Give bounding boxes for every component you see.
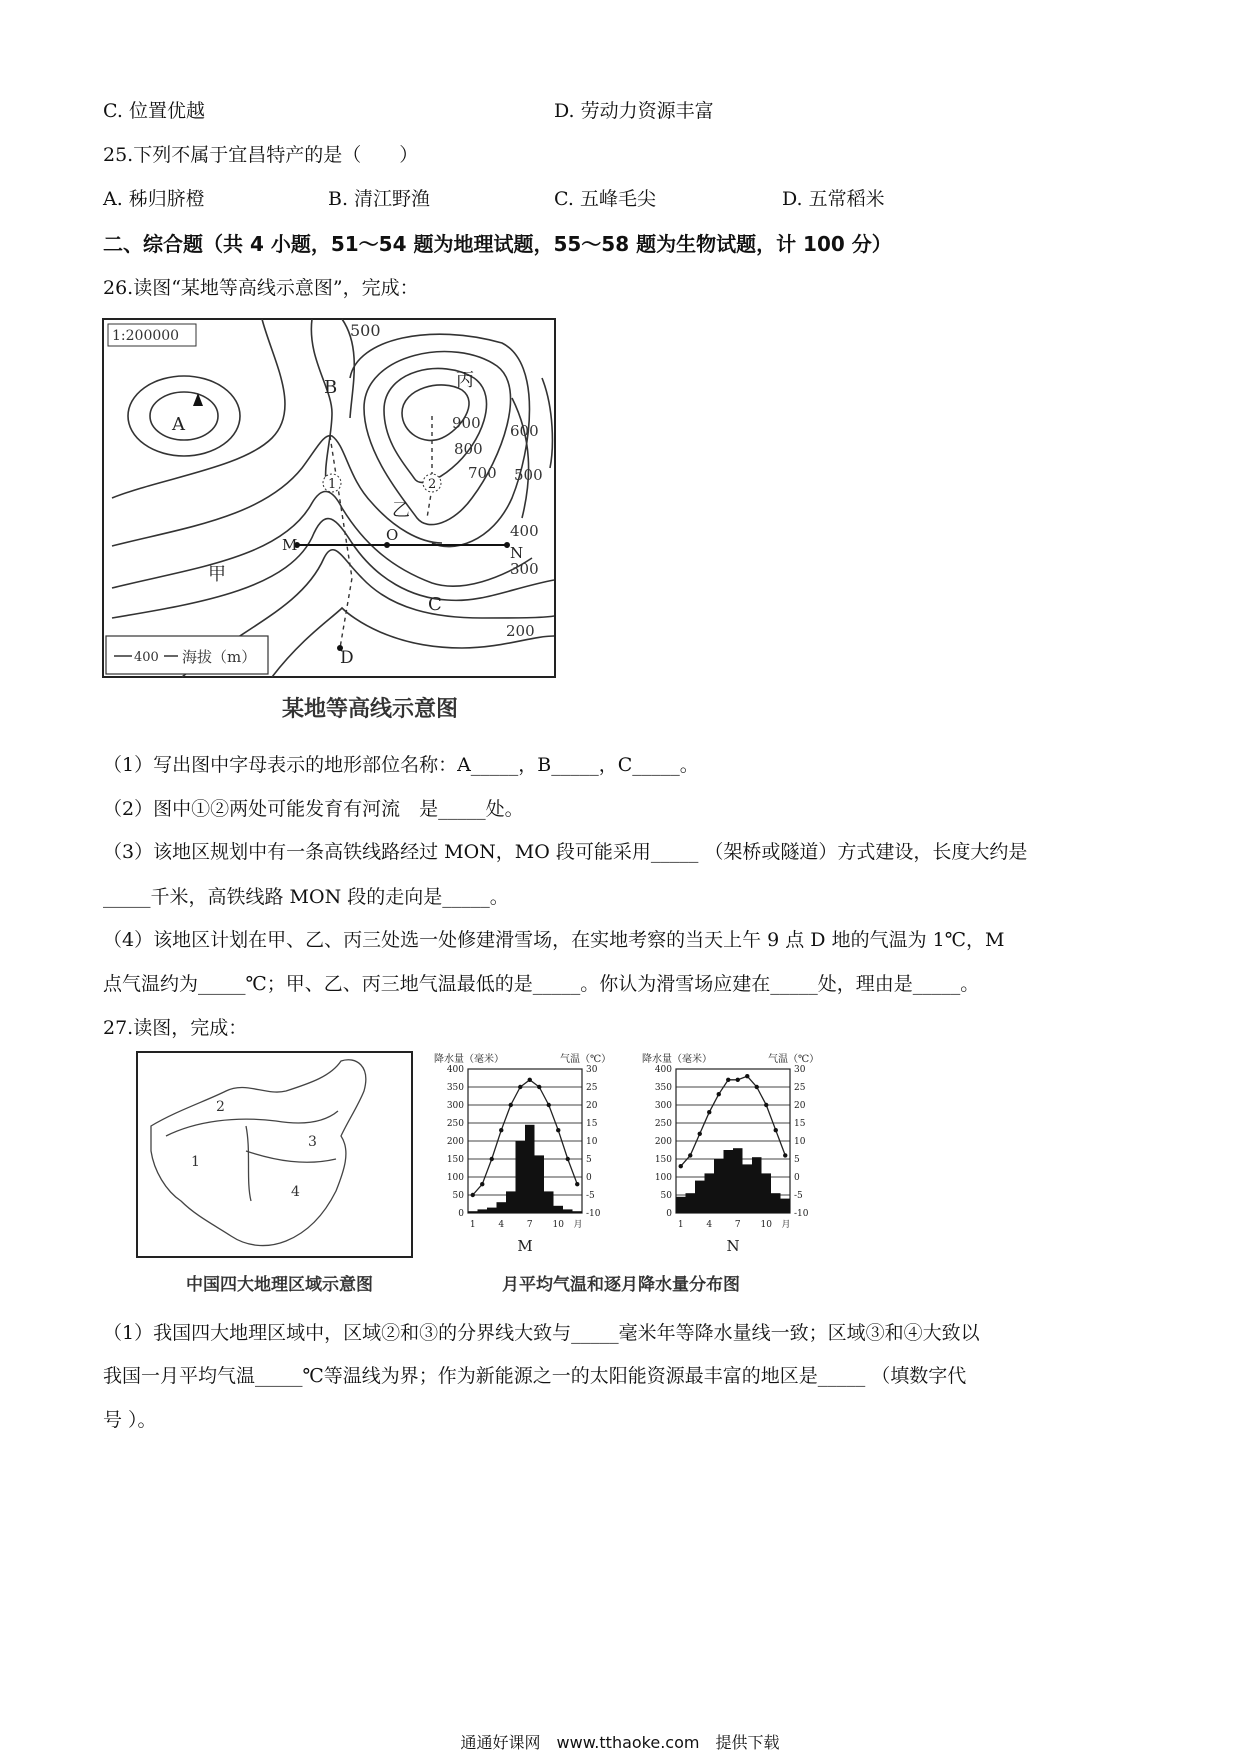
temperature-point — [736, 1078, 740, 1082]
china-regions-map — [136, 1051, 414, 1263]
temperature-point — [490, 1157, 494, 1161]
section-heading: 二、综合题（共 4 小题，51～54 题为地理试题，55～58 题为生物试题，计 100 分） — [103, 232, 892, 256]
map-region-label: 2 — [216, 1099, 225, 1115]
chart-m — [432, 1051, 617, 1295]
y2-tick-label: 0 — [586, 1173, 592, 1183]
precip-bar — [535, 1155, 545, 1213]
precip-bar — [506, 1191, 516, 1213]
y2-tick-label: 25 — [794, 1083, 806, 1093]
temperature-point — [499, 1128, 503, 1132]
precip-bar — [487, 1208, 497, 1213]
precip-bar — [752, 1157, 762, 1213]
precip-bar — [762, 1173, 772, 1213]
y2-tick-label: -10 — [586, 1209, 601, 1219]
y-tick-label: 300 — [654, 1101, 672, 1111]
precip-bar — [525, 1125, 535, 1213]
point-label: O — [386, 526, 399, 544]
y-tick-label: 150 — [654, 1155, 672, 1165]
y-tick-label: 300 — [446, 1101, 464, 1111]
x-tick-label: 月 — [573, 1220, 583, 1230]
x-tick-label: 月 — [781, 1220, 791, 1230]
x-tick-label: 10 — [552, 1220, 564, 1230]
contour-label: 500 — [514, 466, 543, 484]
y-tick-label: 50 — [452, 1191, 464, 1201]
y-tick-label: 200 — [654, 1137, 672, 1147]
precip-axis-title: 降水量（毫米） — [642, 1054, 712, 1065]
page-footer: 通通好课网 www.tthaoke.com 提供下载 — [460, 1733, 780, 1752]
precip-bar — [516, 1141, 526, 1213]
contour-label: 600 — [510, 422, 539, 440]
precip-bar — [478, 1209, 488, 1213]
y2-tick-label: 15 — [586, 1119, 598, 1129]
temperature-point — [518, 1085, 522, 1089]
point-label: N — [510, 544, 524, 562]
contour-label: 900 — [452, 414, 481, 432]
temperature-point — [717, 1092, 721, 1096]
point-label: 2 — [428, 477, 437, 492]
y-tick-label: 100 — [446, 1173, 464, 1183]
q26-sub4-line2: 点气温约为_____℃；甲、乙、丙三地气温最低的是_____。你认为滑雪场应建在_____处，理由是_____。 — [103, 973, 980, 995]
y2-tick-label: 5 — [586, 1155, 592, 1165]
temperature-point — [755, 1085, 759, 1089]
temperature-point — [556, 1128, 560, 1132]
q27-intro: 27.读图，完成： — [103, 1017, 248, 1039]
contour-label: 200 — [506, 622, 535, 640]
temperature-point — [528, 1078, 532, 1082]
temperature-point — [537, 1085, 541, 1089]
q25-option-d: D. 五常稻米 — [782, 188, 885, 210]
temperature-point — [698, 1132, 702, 1136]
precip-bar — [781, 1199, 791, 1213]
temperature-point — [726, 1078, 730, 1082]
q24-option-d: D. 劳动力资源丰富 — [554, 100, 714, 122]
y-tick-label: 350 — [446, 1083, 464, 1093]
point-label: 甲 — [208, 564, 226, 585]
y2-tick-label: -5 — [586, 1191, 595, 1201]
legend-value: 400 — [134, 650, 159, 665]
point-label: A — [172, 414, 185, 435]
contour-label: 400 — [510, 522, 539, 540]
temperature-point — [783, 1153, 787, 1157]
point-label: B — [324, 377, 338, 398]
temperature-point — [547, 1103, 551, 1107]
temperature-point — [509, 1103, 513, 1107]
precip-bar — [695, 1181, 705, 1213]
precip-bar — [544, 1191, 554, 1213]
temp-axis-title: 气温（℃） — [768, 1054, 820, 1065]
temperature-point — [471, 1193, 475, 1197]
y-tick-label: 200 — [446, 1137, 464, 1147]
precip-bar — [497, 1202, 507, 1213]
q26-intro: 26.读图“某地等高线示意图”，完成： — [103, 277, 419, 299]
point-label: C — [428, 594, 442, 615]
y-tick-label: 400 — [446, 1065, 464, 1075]
y-tick-label: 250 — [446, 1119, 464, 1129]
precip-bar — [733, 1148, 743, 1213]
y2-tick-label: 10 — [794, 1137, 806, 1147]
precip-bar — [714, 1159, 724, 1213]
map-region-label: 1 — [191, 1154, 200, 1170]
y-tick-label: 100 — [654, 1173, 672, 1183]
y-tick-label: 0 — [458, 1209, 464, 1219]
y2-tick-label: 20 — [586, 1101, 598, 1111]
x-tick-label: 7 — [734, 1220, 741, 1230]
x-tick-label: 4 — [706, 1220, 713, 1230]
contour-label: 800 — [454, 440, 483, 458]
y2-tick-label: 15 — [794, 1119, 806, 1129]
point-label: D — [340, 648, 354, 668]
precip-bar — [676, 1197, 686, 1213]
temperature-point — [707, 1110, 711, 1114]
precip-bar — [468, 1211, 478, 1213]
q25-option-b: B. 清江野渔 — [328, 188, 431, 210]
contour-label: 700 — [468, 464, 497, 482]
temperature-point — [566, 1157, 570, 1161]
precip-bar — [705, 1173, 715, 1213]
y-tick-label: 150 — [446, 1155, 464, 1165]
y2-tick-label: 20 — [794, 1101, 806, 1111]
q27-sub1-line3: 号 ）。 — [103, 1409, 157, 1431]
point-label: 乙 — [392, 500, 410, 521]
china-map-caption: 中国四大地理区域示意图 — [186, 1275, 373, 1295]
q26-sub4-line1: （4）该地区计划在甲、乙、丙三处选一处修建滑雪场，在实地考察的当天上午 9 点 D 地的气温为 1℃，M — [103, 929, 1005, 951]
y-tick-label: 0 — [666, 1209, 672, 1219]
map-scale: 1:200000 — [112, 328, 180, 344]
precip-bar — [563, 1209, 573, 1213]
precip-axis-title: 降水量（毫米） — [434, 1054, 504, 1065]
q25-stem: 25.下列不属于宜昌特产的是（ ） — [103, 144, 419, 166]
y2-tick-label: -5 — [794, 1191, 803, 1201]
chart-n — [640, 1051, 840, 1295]
y-tick-label: 50 — [660, 1191, 672, 1201]
precip-bar — [743, 1164, 753, 1213]
precip-bar — [771, 1193, 781, 1213]
y-tick-label: 350 — [654, 1083, 672, 1093]
y2-tick-label: 10 — [586, 1137, 598, 1147]
q25-option-c: C. 五峰毛尖 — [554, 188, 656, 210]
q27-sub1-line1: （1）我国四大地理区域中，区域②和③的分界线大致与_____毫米年等降水量线一致；区域③和④大致以 — [103, 1322, 980, 1344]
x-tick-label: 7 — [526, 1220, 533, 1230]
precip-bar — [554, 1206, 564, 1213]
map-region-label: 4 — [291, 1184, 300, 1200]
y2-tick-label: 30 — [586, 1065, 598, 1075]
chart-title: M — [517, 1237, 533, 1255]
q26-sub2: （2）图中①②两处可能发育有河流 是_____处。 — [103, 798, 524, 820]
q24-option-c: C. 位置优越 — [103, 100, 205, 122]
chart-title: N — [726, 1237, 740, 1255]
y2-tick-label: 25 — [586, 1083, 598, 1093]
q26-sub3-line2: _____千米，高铁线路 MON 段的走向是_____。 — [103, 886, 509, 908]
precip-bar — [573, 1211, 583, 1213]
y2-tick-label: 0 — [794, 1173, 800, 1183]
y-tick-label: 250 — [654, 1119, 672, 1129]
temperature-point — [764, 1103, 768, 1107]
y-tick-label: 400 — [654, 1065, 672, 1075]
contour-label: 300 — [510, 560, 539, 578]
temperature-point — [679, 1164, 683, 1168]
map-region-label: 3 — [308, 1134, 317, 1150]
temperature-point — [575, 1182, 579, 1186]
precip-bar — [724, 1150, 734, 1213]
precip-bar — [686, 1193, 696, 1213]
x-tick-label: 10 — [760, 1220, 772, 1230]
x-tick-label: 1 — [469, 1220, 476, 1230]
temperature-point — [745, 1074, 749, 1078]
temperature-point — [774, 1128, 778, 1132]
temperature-point — [480, 1182, 484, 1186]
x-tick-label: 4 — [498, 1220, 505, 1230]
point-label: 1 — [328, 477, 337, 492]
temp-axis-title: 气温（℃） — [560, 1054, 612, 1065]
point-label: 丙 — [456, 370, 474, 391]
legend-label: 海拔（m） — [182, 648, 257, 666]
contour-label: 500 — [350, 321, 381, 340]
y2-tick-label: 5 — [794, 1155, 800, 1165]
climate-chart-caption: 月平均气温和逐月降水量分布图 — [502, 1275, 740, 1295]
q27-sub1-line2: 我国一月平均气温_____℃等温线为界；作为新能源之一的太阳能资源最丰富的地区是_____ （填数字代 — [103, 1365, 967, 1387]
temperature-point — [688, 1153, 692, 1157]
y2-tick-label: -10 — [794, 1209, 809, 1219]
x-tick-label: 1 — [677, 1220, 684, 1230]
q25-option-a: A. 秭归脐橙 — [103, 188, 205, 210]
contour-map — [102, 318, 562, 682]
y2-tick-label: 30 — [794, 1065, 806, 1075]
q26-sub1: （1）写出图中字母表示的地形部位名称：A_____，B_____，C_____。 — [103, 754, 699, 776]
point-label: M — [282, 536, 298, 554]
contour-map-caption: 某地等高线示意图 — [282, 697, 459, 722]
q26-sub3-line1: （3）该地区规划中有一条高铁线路经过 MON，MO 段可能采用_____ （架桥或隧道）方式建设，长度大约是 — [103, 841, 1028, 863]
